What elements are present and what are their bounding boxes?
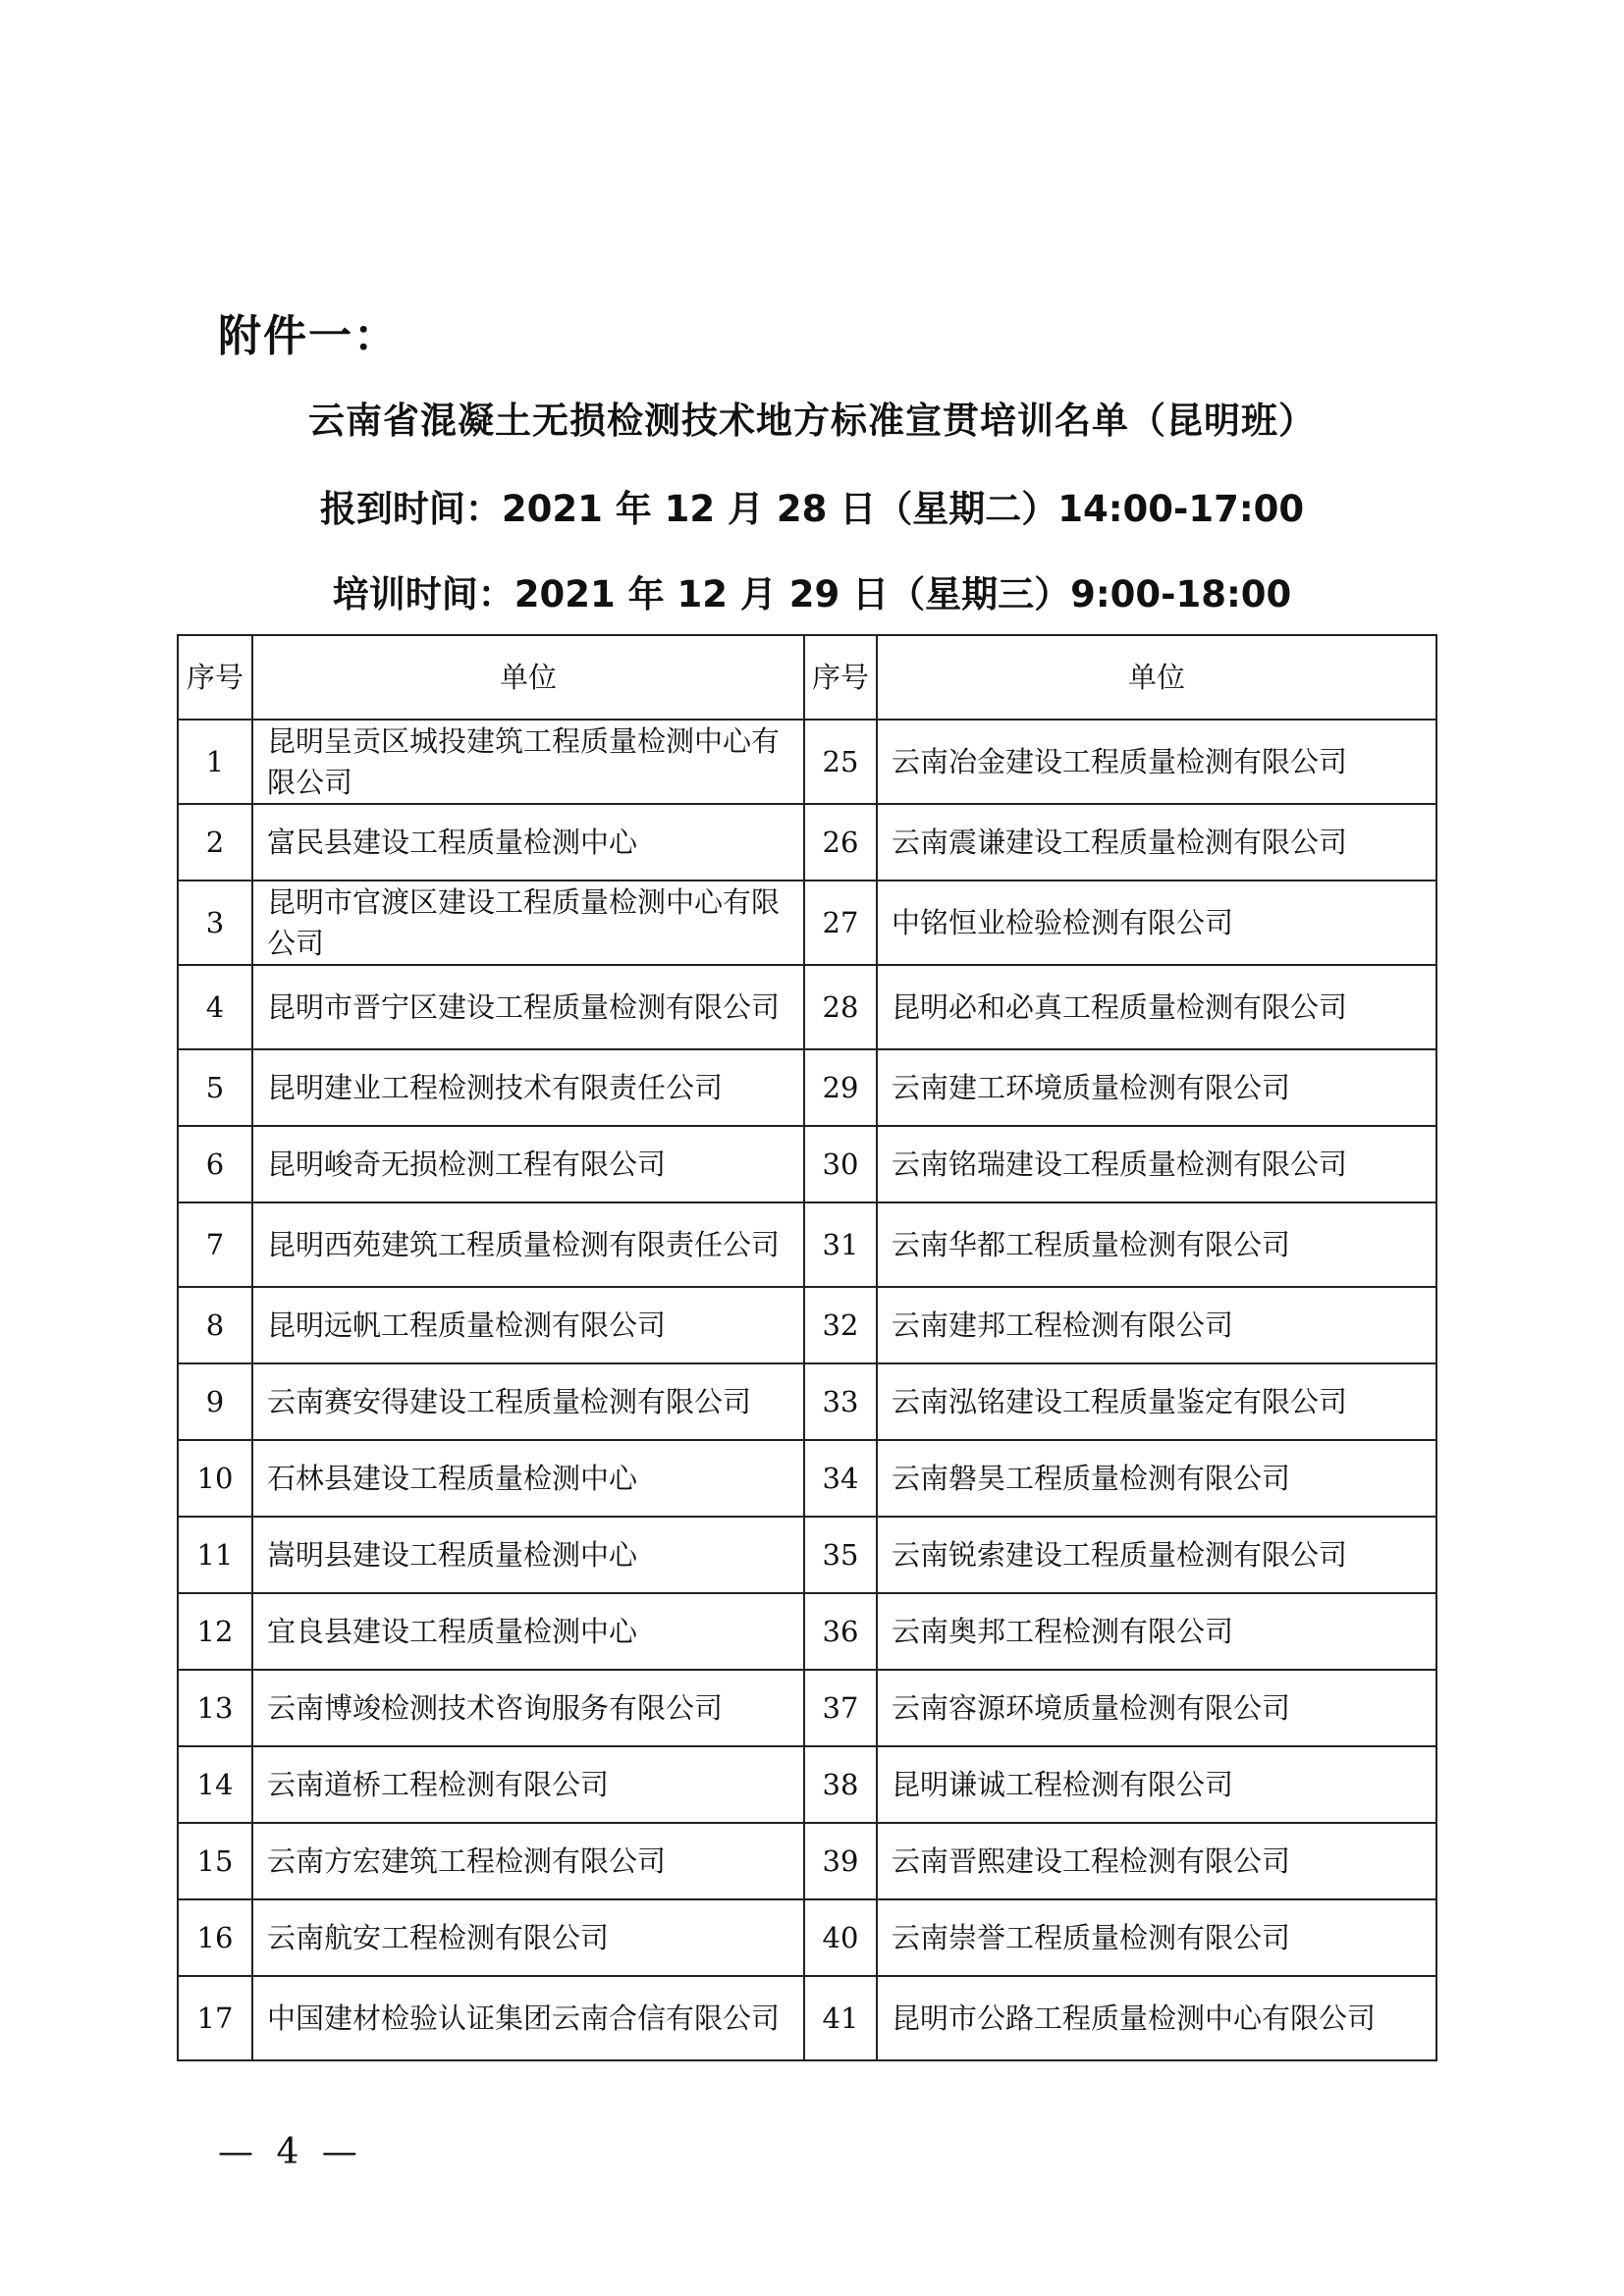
row-number: 1	[178, 720, 252, 804]
unit-name: 云南道桥工程检测有限公司	[252, 1746, 804, 1823]
row-number: 26	[804, 804, 877, 881]
unit-name: 云南赛安得建设工程质量检测有限公司	[252, 1363, 804, 1440]
row-number: 5	[178, 1049, 252, 1126]
row-number: 28	[804, 965, 877, 1049]
header-seq-label: 序号	[811, 661, 869, 694]
header-unit-left	[252, 635, 804, 720]
unit-name: 富民县建设工程质量检测中心	[252, 804, 804, 881]
document-title: 云南省混凝土无损检测技术地方标准宣贯培训名单（昆明班）	[308, 400, 1316, 442]
unit-name: 云南航安工程检测有限公司	[252, 1899, 804, 1976]
unit-name: 云南建邦工程检测有限公司	[877, 1287, 1436, 1363]
unit-name: 昆明远帆工程质量检测有限公司	[252, 1287, 804, 1363]
table-row	[178, 1976, 1436, 2060]
unit-name: 昆明建业工程检测技术有限责任公司	[252, 1049, 804, 1126]
table-header-row	[178, 635, 1436, 720]
table-row	[178, 1593, 1436, 1670]
unit-name: 宜良县建设工程质量检测中心	[252, 1593, 804, 1670]
row-number: 25	[804, 720, 877, 804]
header-seq-label: 序号	[186, 661, 244, 694]
row-number: 40	[804, 1899, 877, 1976]
row-number: 8	[178, 1287, 252, 1363]
row-number: 14	[178, 1746, 252, 1823]
attachment-label: 附件一：	[218, 311, 399, 361]
row-number: 3	[178, 881, 252, 965]
row-number: 2	[178, 804, 252, 881]
header-unit-label: 单位	[1127, 661, 1185, 694]
unit-name: 嵩明县建设工程质量检测中心	[252, 1517, 804, 1593]
registration-time: 报到时间：2021 年 12 月 28 日（星期二）14:00-17:00	[319, 488, 1305, 530]
unit-name: 昆明西苑建筑工程质量检测有限责任公司	[252, 1202, 804, 1287]
unit-name: 云南泓铭建设工程质量鉴定有限公司	[877, 1363, 1436, 1440]
row-number: 32	[804, 1287, 877, 1363]
row-number: 29	[804, 1049, 877, 1126]
table-row	[178, 1202, 1436, 1287]
row-number: 17	[178, 1976, 252, 2060]
row-number: 9	[178, 1363, 252, 1440]
row-number: 16	[178, 1899, 252, 1976]
unit-name: 昆明必和必真工程质量检测有限公司	[877, 965, 1436, 1049]
table-row	[178, 1126, 1436, 1202]
header-unit-right	[877, 635, 1436, 720]
row-number: 12	[178, 1593, 252, 1670]
unit-name: 云南建工环境质量检测有限公司	[877, 1049, 1436, 1126]
table-row	[178, 1287, 1436, 1363]
unit-name: 昆明市官渡区建设工程质量检测中心有限公司	[252, 881, 804, 965]
row-number: 10	[178, 1440, 252, 1517]
table-row	[178, 1899, 1436, 1976]
unit-name: 中国建材检验认证集团云南合信有限公司	[252, 1976, 804, 2060]
unit-name: 昆明谦诚工程检测有限公司	[877, 1746, 1436, 1823]
row-number: 39	[804, 1823, 877, 1899]
row-number: 11	[178, 1517, 252, 1593]
row-number: 6	[178, 1126, 252, 1202]
row-number: 7	[178, 1202, 252, 1287]
unit-name: 云南博竣检测技术咨询服务有限公司	[252, 1670, 804, 1746]
unit-name: 云南容源环境质量检测有限公司	[877, 1670, 1436, 1746]
row-number: 34	[804, 1440, 877, 1517]
row-number: 31	[804, 1202, 877, 1287]
table-row	[178, 1823, 1436, 1899]
row-number: 4	[178, 965, 252, 1049]
table-row	[178, 1049, 1436, 1126]
table-row	[178, 720, 1436, 804]
unit-name: 云南铭瑞建设工程质量检测有限公司	[877, 1126, 1436, 1202]
table-row	[178, 881, 1436, 965]
unit-name: 云南晋熙建设工程检测有限公司	[877, 1823, 1436, 1899]
unit-name: 昆明峻奇无损检测工程有限公司	[252, 1126, 804, 1202]
unit-name: 云南冶金建设工程质量检测有限公司	[877, 720, 1436, 804]
header-seq-right	[804, 635, 877, 720]
row-number: 36	[804, 1593, 877, 1670]
table-row	[178, 1517, 1436, 1593]
row-number: 30	[804, 1126, 877, 1202]
row-number: 33	[804, 1363, 877, 1440]
training-roster-table	[177, 634, 1437, 2061]
unit-name: 昆明市晋宁区建设工程质量检测有限公司	[252, 965, 804, 1049]
unit-name: 昆明市公路工程质量检测中心有限公司	[877, 1976, 1436, 2060]
unit-name: 云南奥邦工程检测有限公司	[877, 1593, 1436, 1670]
row-number: 13	[178, 1670, 252, 1746]
row-number: 41	[804, 1976, 877, 2060]
row-number: 38	[804, 1746, 877, 1823]
row-number: 37	[804, 1670, 877, 1746]
row-number: 35	[804, 1517, 877, 1593]
table-row	[178, 965, 1436, 1049]
row-number: 15	[178, 1823, 252, 1899]
unit-name: 云南磐昊工程质量检测有限公司	[877, 1440, 1436, 1517]
unit-name: 云南华都工程质量检测有限公司	[877, 1202, 1436, 1287]
unit-name: 云南震谦建设工程质量检测有限公司	[877, 804, 1436, 881]
table-row	[178, 1670, 1436, 1746]
page-number: — 4 —	[218, 2132, 363, 2172]
table-row	[178, 1363, 1436, 1440]
table-row	[178, 1440, 1436, 1517]
table-row	[178, 804, 1436, 881]
unit-name: 云南崇誉工程质量检测有限公司	[877, 1899, 1436, 1976]
header-seq-left	[178, 635, 252, 720]
header-unit-label: 单位	[499, 661, 557, 694]
unit-name: 云南锐索建设工程质量检测有限公司	[877, 1517, 1436, 1593]
unit-name: 中铭恒业检验检测有限公司	[877, 881, 1436, 965]
row-number: 27	[804, 881, 877, 965]
table-row	[178, 1746, 1436, 1823]
unit-name: 云南方宏建筑工程检测有限公司	[252, 1823, 804, 1899]
training-time: 培训时间：2021 年 12 月 29 日（星期三）9:00-18:00	[332, 573, 1292, 615]
unit-name: 石林县建设工程质量检测中心	[252, 1440, 804, 1517]
unit-name: 昆明呈贡区城投建筑工程质量检测中心有限公司	[252, 720, 804, 804]
